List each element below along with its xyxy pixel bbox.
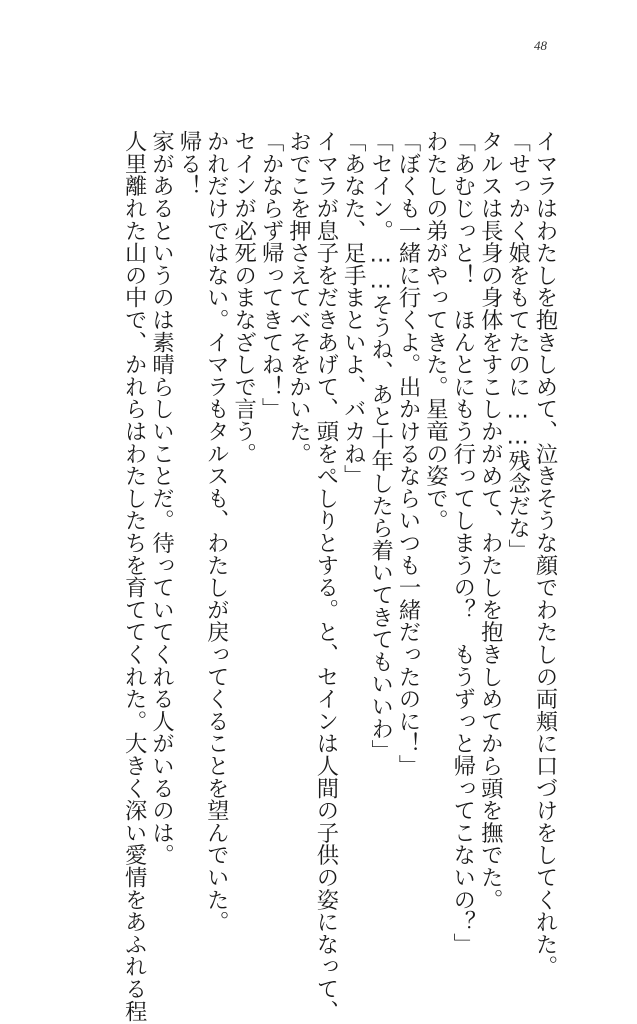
text-line: 「あむじっと！ ほんとにもう行ってしまうの？ もうずっと帰ってこないの？」 xyxy=(449,130,476,956)
text-line: タルスは長身の身体をすこしかがめて、わたしを抱きしめてから頭を撫でた。 xyxy=(477,130,504,911)
vertical-text-body xyxy=(96,130,558,1022)
text-line: セインが必死のまなざしで言う。 xyxy=(230,130,257,465)
text-line: 「ぼくも一緒に行くよ。出かけるならいつも一緒だったのに！」 xyxy=(395,130,422,777)
text-line: 家があるというのは素晴らしいことだ。待っていてくれる人がいるのは。 xyxy=(148,130,175,866)
page-number: 48 xyxy=(534,38,547,53)
text-line: かれだけではない。イマラもタルスも、わたしが戻ってくることを望んでいた。 xyxy=(203,130,230,933)
text-line: 人里離れた山の中で、かれらはわたしたちを育ててくれた。大きく深い愛情をあふれる程 xyxy=(121,130,148,1022)
text-line: 帰る！ xyxy=(175,130,202,197)
text-line: 「かならず帰ってきてね！」 xyxy=(258,130,285,420)
text-line: わたしの弟がやってきた。星竜の姿で。 xyxy=(422,130,449,532)
text-line: おでこを押さえてべそをかいた。 xyxy=(285,130,312,465)
text-line: イマラはわたしを抱きしめて、泣きそうな顔でわたしの両頬に口づけをしてくれた。 xyxy=(532,130,558,978)
text-line: 「セイン。……そうね、あと十年したら着いてきてもいいわ」 xyxy=(367,130,394,762)
text-line: 「せっかく娘をもてたのに……残念だな」 xyxy=(504,130,531,562)
text-line: イマラが息子をだきあげて、頭をぺしりとする。と、セインは人間の子供の姿になって、 xyxy=(312,130,339,1022)
text-line: 「あなた、足手まといよ、バカね」 xyxy=(340,130,367,487)
